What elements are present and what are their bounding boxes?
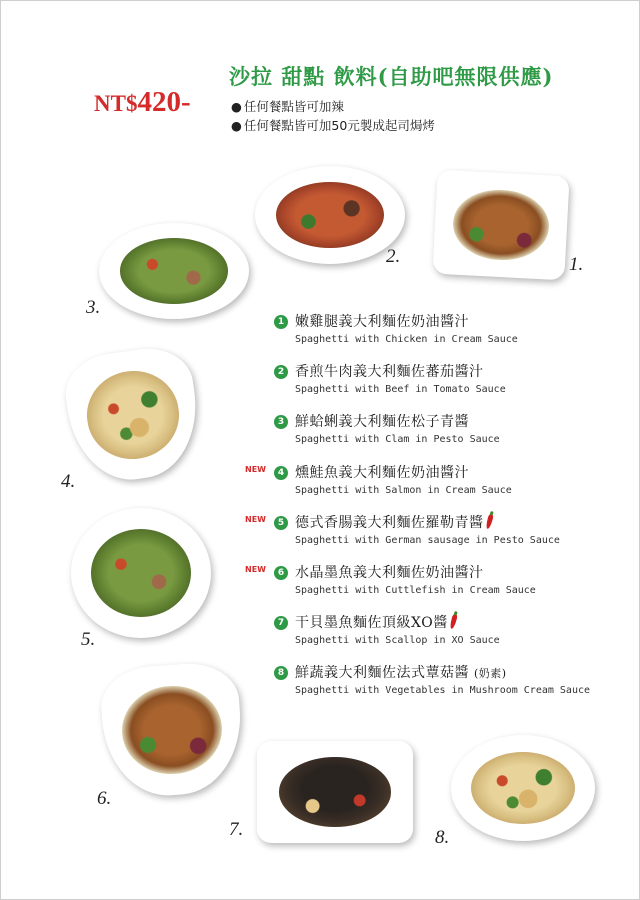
notes xyxy=(231,97,435,135)
menu-item xyxy=(245,512,605,554)
plate-label-4: 4. xyxy=(61,471,76,492)
plate-label-3: 3. xyxy=(86,297,101,318)
item-name-zh: 干貝墨魚麵佐頂級XO醬 xyxy=(295,612,456,632)
item-name-zh: 鮮蔬義大利麵佐法式蕈菇醬 (奶素) xyxy=(295,665,507,681)
dish-photo-1 xyxy=(432,170,569,281)
menu-item xyxy=(245,612,605,654)
item-name-en: Spaghetti with Salmon in Cream Sauce xyxy=(295,485,512,496)
new-badge: NEW xyxy=(245,515,266,524)
plate-label-5: 5. xyxy=(81,629,96,650)
price-tag xyxy=(94,86,191,119)
dish-photo-3 xyxy=(99,223,249,319)
plate-label-7: 7. xyxy=(229,819,244,840)
plate-label-8: 8. xyxy=(435,827,450,848)
menu-item xyxy=(245,662,605,704)
item-name-en: Spaghetti with Clam in Pesto Sauce xyxy=(295,434,500,445)
menu-item xyxy=(245,462,605,504)
dish-photo-2 xyxy=(255,166,405,264)
item-name-en: Spaghetti with Chicken in Cream Sauce xyxy=(295,334,518,345)
item-number-badge: 3 xyxy=(274,415,288,429)
item-number-badge: 6 xyxy=(274,566,288,580)
menu-item xyxy=(245,311,605,353)
item-number-badge: 7 xyxy=(274,616,288,630)
item-name-en: Spaghetti with Vegetables in Mushroom Cream Sauce xyxy=(295,685,591,696)
plate-label-6: 6. xyxy=(97,788,112,809)
chili-pepper-icon xyxy=(485,514,494,530)
plate-label-1: 1. xyxy=(569,254,584,275)
item-number-badge: 8 xyxy=(274,666,288,680)
item-name-zh: 水晶墨魚義大利麵佐奶油醬汁 xyxy=(295,565,484,581)
dish-photo-5 xyxy=(71,508,211,638)
item-name-en: Spaghetti with Scallop in XO Sauce xyxy=(295,635,500,646)
dish-photo-8 xyxy=(451,735,595,841)
price-currency: NT$ xyxy=(94,91,138,116)
item-name-zh: 燻鮭魚義大利麵佐奶油醬汁 xyxy=(295,465,469,481)
chili-pepper-icon xyxy=(449,614,458,630)
dish-photo-6 xyxy=(99,660,246,799)
new-badge: NEW xyxy=(245,565,266,574)
item-name-zh: 嫩雞腿義大利麵佐奶油醬汁 xyxy=(295,314,469,330)
item-name-zh: 鮮蛤蜊義大利麵佐松子青醬 xyxy=(295,414,469,430)
dish-photo-7 xyxy=(257,741,413,843)
headline: 沙拉 甜點 飲料(自助吧無限供應) xyxy=(229,64,554,89)
dish-photo-4 xyxy=(61,343,206,488)
note-spicy: ● 任何餐點皆可加辣 xyxy=(231,97,435,116)
menu-item xyxy=(245,562,605,604)
item-name-en: Spaghetti with Beef in Tomato Sauce xyxy=(295,384,506,395)
item-number-badge: 2 xyxy=(274,365,288,379)
item-name-en: Spaghetti with German sausage in Pesto Sauce xyxy=(295,535,560,546)
item-number-badge: 5 xyxy=(274,516,288,530)
item-tag-vegetarian: (奶素) xyxy=(473,667,507,680)
menu-item xyxy=(245,411,605,453)
menu-item xyxy=(245,361,605,403)
plate-label-2: 2. xyxy=(386,246,401,267)
item-name-zh: 德式香腸義大利麵佐羅勒青醬 xyxy=(295,512,492,532)
item-name-en: Spaghetti with Cuttlefish in Cream Sauce xyxy=(295,585,536,596)
item-number-badge: 1 xyxy=(274,315,288,329)
note-cheese: ● 任何餐點皆可加50元製成起司焗烤 xyxy=(231,116,435,135)
item-number-badge: 4 xyxy=(274,466,288,480)
item-name-zh: 香煎牛肉義大利麵佐蕃茄醬汁 xyxy=(295,364,484,380)
new-badge: NEW xyxy=(245,465,266,474)
price-amount: 420- xyxy=(137,86,191,118)
